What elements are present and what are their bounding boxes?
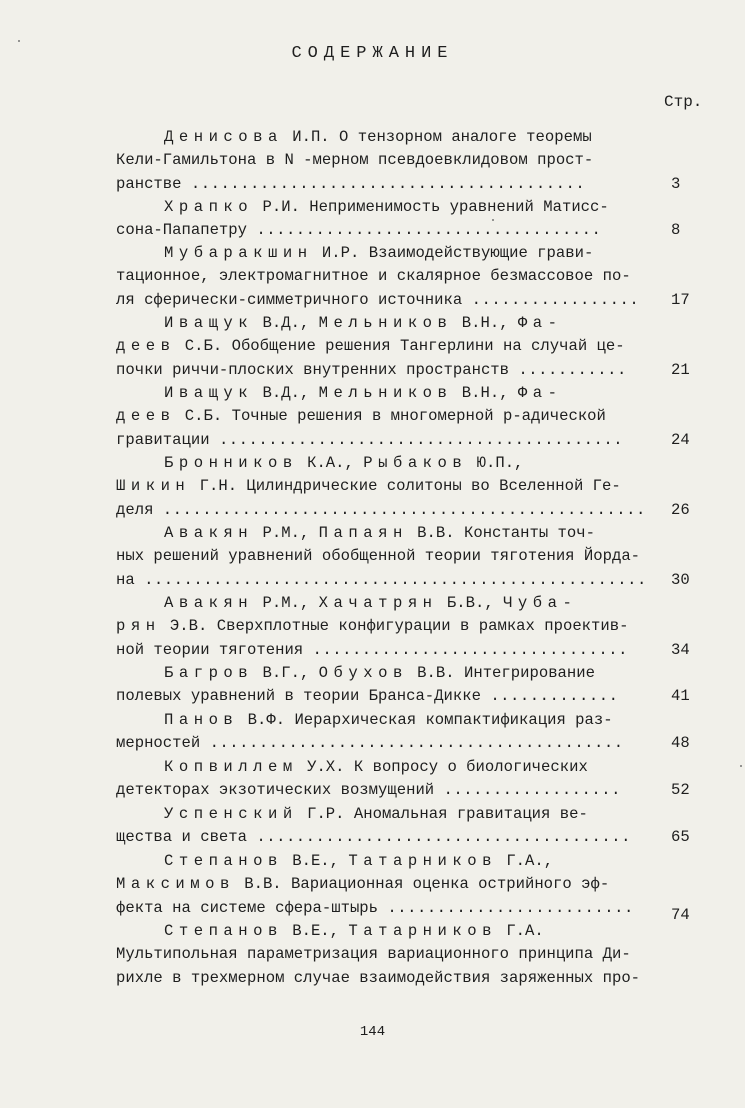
entry-text: детекторах экзотических возмущений	[116, 781, 444, 800]
author-name: Иващук	[164, 314, 254, 332]
author-name: Храпко	[164, 198, 254, 216]
toc-entry-line	[116, 569, 661, 592]
entry-text: мерностей	[116, 734, 210, 753]
author-name: Багров	[164, 664, 254, 682]
entry-text: Ю.П.,	[467, 454, 524, 472]
author-name: рян	[116, 617, 161, 636]
toc-entry-line	[116, 405, 661, 428]
toc-entry-line	[116, 920, 661, 943]
author-name: Папаян	[318, 524, 408, 542]
author-name: Мельников	[318, 314, 453, 332]
entry-text: У.Х. К вопросу о биологических	[297, 758, 588, 776]
dot-leader: ...........	[518, 360, 627, 379]
entry-text: Р.М.,	[253, 594, 319, 612]
entry-text: В.Н.,	[452, 314, 518, 332]
toc-entry-line	[116, 732, 661, 755]
entry-text: Г.А.	[496, 922, 544, 940]
entry-text: В.В. Интегрирование	[407, 664, 595, 682]
toc-entry-line	[116, 242, 661, 265]
page-number: 26	[671, 500, 690, 519]
dot-leader: .................	[471, 290, 640, 309]
dot-leader: ................................	[312, 640, 628, 659]
toc-entry	[116, 709, 661, 756]
author-name: Авакян	[164, 594, 254, 612]
author-name: Шикин	[116, 477, 191, 496]
entry-text: Кели-Гамильтона в N -мерном псевдоевклидовом прост-	[116, 151, 594, 170]
author-name: Бронников	[164, 454, 298, 472]
entry-text: фекта на системе сфера-штырь	[116, 898, 388, 917]
entry-text: Р.И. Неприменимость уравнений Матисс-	[253, 198, 609, 216]
page-number: 34	[671, 640, 690, 659]
author-name: деев	[116, 407, 176, 426]
page-title: СОДЕРЖАНИЕ	[291, 44, 454, 63]
entry-text: ранстве	[116, 174, 191, 193]
toc-entry-line	[116, 709, 661, 732]
toc-entry-line	[116, 196, 661, 219]
toc-entry	[116, 920, 661, 990]
author-name: Панов	[164, 711, 239, 729]
author-name: Иващук	[164, 384, 254, 402]
author-name: Чуба-	[503, 594, 578, 612]
entry-text: Г.Н. Цилиндрические солитоны во Вселенной Ге-	[190, 477, 621, 496]
dot-leader: ..................	[443, 781, 621, 800]
toc-entry-line	[116, 756, 661, 779]
entry-text: В.В. Вариационная оценка острийного эф-	[234, 875, 610, 894]
toc-entry-line	[116, 685, 661, 708]
entry-text: Э.В. Сверхплотные конфигурации в рамках проектив-	[160, 617, 629, 636]
author-name: Степанов	[164, 922, 283, 940]
page-number: 30	[671, 570, 690, 589]
page-number: 3	[671, 174, 681, 193]
dot-leader: ...................................	[256, 221, 602, 240]
author-name: Обухов	[318, 664, 408, 682]
entry-text: В.Е.,	[282, 922, 349, 940]
dot-leader: .................................................	[162, 500, 646, 519]
dot-leader: ........................................	[190, 174, 586, 193]
paper-speck	[492, 219, 494, 221]
toc-entry	[116, 850, 661, 920]
toc-entry-line	[116, 289, 661, 312]
toc-entry	[116, 522, 661, 592]
entry-text: рихле в трехмерном случае взаимодействия заряженных про-	[116, 968, 641, 987]
author-name: Максимов	[116, 875, 235, 894]
entry-text: В.Н.,	[452, 384, 518, 402]
entry-text: И.П. О тензорном аналоге теоремы	[282, 128, 592, 146]
dot-leader: ...................................................	[144, 570, 647, 589]
entry-text: Б.В.,	[437, 594, 504, 612]
page-number: 74	[671, 905, 690, 924]
author-name: Мубаракшин	[164, 244, 313, 262]
toc-entry-line	[116, 662, 661, 685]
page-number: 65	[671, 828, 690, 847]
toc-entry-line	[116, 429, 661, 452]
entry-text: почки риччи-плоских внутренних пространств	[116, 360, 519, 379]
page-number: 17	[671, 290, 690, 309]
entry-text: И.Р. Взаимодействующие грави-	[312, 244, 594, 262]
page-number: 41	[671, 687, 690, 706]
toc-entry-line	[116, 850, 661, 873]
entry-text: К.А.,	[297, 454, 364, 472]
dot-leader: .........................................	[218, 430, 624, 449]
entry-text: Г.Р. Аномальная гравитация ве-	[297, 805, 588, 823]
toc-entry-line	[116, 312, 661, 335]
entry-text: щества и света	[116, 828, 257, 847]
toc-entry	[116, 592, 661, 662]
author-name: Успенский	[164, 805, 298, 823]
entry-text: Г.А.,	[496, 852, 554, 870]
entry-text: ных решений уравнений обобщенной теории тяготения Йорда-	[116, 547, 641, 566]
author-name: деев	[116, 337, 176, 356]
toc-entry-line	[116, 592, 661, 615]
page-number: 8	[671, 221, 681, 240]
toc-entry-line	[116, 639, 661, 662]
page-number: 48	[671, 734, 690, 753]
paper-speck	[740, 765, 742, 767]
entry-text: В.Д.,	[253, 314, 319, 332]
author-name: Фа-	[517, 384, 563, 402]
entry-text: тационное, электромагнитное и скалярное безмассовое по-	[116, 267, 631, 286]
toc-entry-line	[116, 967, 661, 990]
author-name: Хачатрян	[318, 594, 438, 612]
page-number: 52	[671, 781, 690, 800]
entry-text: В.Д.,	[253, 384, 319, 402]
author-name: Мельников	[318, 384, 453, 402]
toc-entry	[116, 803, 661, 850]
toc-entry	[116, 126, 661, 196]
entry-text: деля	[116, 500, 163, 519]
entry-text: С.Б. Точные решения в многомерной р-адической	[175, 407, 606, 426]
author-name: Рыбаков	[363, 454, 468, 472]
entry-text: В.Ф. Иерархическая компактификация раз-	[238, 711, 613, 729]
entry-text: гравитации	[116, 430, 219, 449]
toc-entry-line	[116, 475, 661, 498]
dot-leader: ......................................	[256, 828, 631, 847]
toc-entry-line	[116, 149, 661, 172]
folio-number: 144	[359, 1024, 386, 1040]
toc-entry-line	[116, 126, 661, 149]
author-name: Татарников	[348, 922, 497, 940]
paper-speck	[18, 40, 20, 42]
toc-entry	[116, 382, 661, 452]
author-name: Татарников	[348, 852, 497, 870]
toc-entry-line	[116, 615, 661, 638]
toc-entry-line	[116, 803, 661, 826]
entry-text: сона-Папапетру	[116, 221, 257, 240]
dot-leader: .........................	[387, 898, 634, 917]
entry-text: В.Г.,	[253, 664, 319, 682]
author-name: Копвиллем	[164, 758, 298, 776]
toc-entry-line	[116, 873, 661, 896]
entry-text: на	[116, 570, 145, 589]
toc-entry-line	[116, 359, 661, 382]
toc-entry	[116, 452, 661, 522]
toc-entry-line	[116, 173, 661, 196]
toc-entry-line	[116, 779, 661, 802]
toc-entry	[116, 312, 661, 382]
toc-entry	[116, 242, 661, 312]
author-name: Степанов	[164, 852, 283, 870]
toc-entry	[116, 756, 661, 803]
toc-entry-line	[116, 943, 661, 966]
toc-entry-line	[116, 897, 661, 920]
toc-entry-line	[116, 452, 661, 475]
entry-text: Р.М.,	[253, 524, 319, 542]
toc-entry-line	[116, 382, 661, 405]
entry-text: В.В. Константы точ-	[407, 524, 595, 542]
toc-entry-line	[116, 265, 661, 288]
toc-entry-line	[116, 826, 661, 849]
toc-entry-line	[116, 545, 661, 568]
toc-entry-line	[116, 219, 661, 242]
toc-entry-line	[116, 335, 661, 358]
entry-text: ля сферически-симметричного источника	[116, 290, 472, 309]
author-name: Денисова	[164, 128, 283, 146]
toc-entry-line	[116, 522, 661, 545]
entry-text: Мультипольная параметризация вариационного принципа Ди-	[116, 945, 631, 964]
page-number: 24	[671, 430, 690, 449]
entry-text: В.Е.,	[282, 852, 349, 870]
toc-entry	[116, 196, 661, 243]
author-name: Авакян	[164, 524, 254, 542]
page-number: 21	[671, 360, 690, 379]
toc-entry-line	[116, 499, 661, 522]
entry-text: ной теории тяготения	[116, 640, 313, 659]
entry-text: С.Б. Обобщение решения Тангерлини на случай це-	[175, 337, 625, 356]
toc-entry	[116, 662, 661, 709]
entry-text: полевых уравнений в теории Бранса-Дикке	[116, 687, 491, 706]
author-name: Фа-	[517, 314, 563, 332]
dot-leader: ..........................................	[209, 734, 624, 753]
page-column-label: Стр.	[664, 93, 703, 111]
dot-leader: .............	[490, 687, 619, 706]
